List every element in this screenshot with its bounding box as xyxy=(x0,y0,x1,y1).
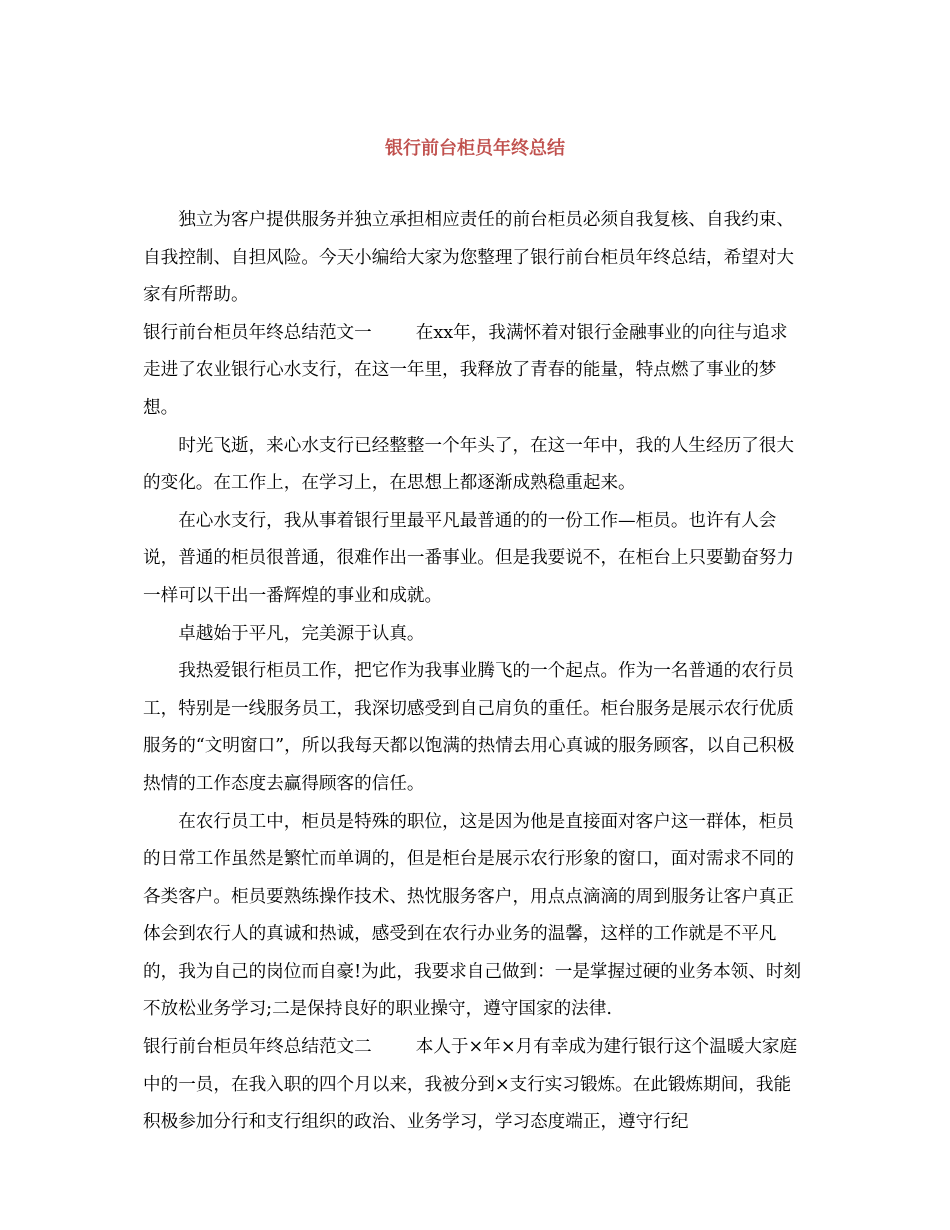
paragraph-intro: 独立为客户提供服务并独立承担相应责任的前台柜员必须自我复核、自我约束、自我控制、自担风险。今天小编给大家为您整理了银行前台柜员年终总结，希望对大家有所帮助。 xyxy=(143,210,794,306)
paragraph-excellence: 卓越始于平凡，完美源于认真。 xyxy=(178,623,425,644)
paragraph-sample-two-text: 本人于×年×月有幸成为建行银行这个温暖大家庭中的一员，在我入职的四个月以来，我被分到×支行实习锻炼。在此锻炼期间，我能积极参加分行和支行组织的政治、业务学习，学习态度端正，遵守行纪 xyxy=(143,1037,798,1133)
document-title: 银行前台柜员年终总结 xyxy=(385,138,565,159)
paragraph-sample-one xyxy=(143,315,803,428)
section-heading-two: 银行前台柜员年终总结范文二 xyxy=(143,1037,372,1058)
paragraph-teller-role: 在农行员工中，柜员是特殊的职位，这是因为他是直接面对客户这一群体，柜员的日常工作虽然是繁忙而单调的，但是柜台是展示农行形象的窗口，面对需求不同的各类客户。柜员要熟练操作技术、热忱服务客户，用点点滴滴的周到服务让客户真正体会到农行人的真诚和热诚，感受到在农行办业务的温馨，这样的工作就是不平凡的，我为自己的岗位而自豪!为此，我要求自己做到：一是掌握过硬的业务本领、时刻不放松业务学习;二是保持良好的职业操守，遵守国家的法律. xyxy=(143,811,802,1020)
paragraph-sample-one-text: 在xx年，我满怀着对银行金融事业的向往与追求走进了农业银行心水支行，在这一年里，我释放了青春的能量，特点燃了事业的梦想。 xyxy=(143,322,788,418)
section-heading-one: 银行前台柜员年终总结范文一 xyxy=(143,322,372,343)
paragraph-teller-work: 在心水支行，我从事着银行里最平凡最普通的的一份工作—柜员。也许有人会说，普通的柜员很普通，很难作出一番事业。但是我要说不，在柜台上只要勤奋努力一样可以干出一番辉煌的事业和成就。 xyxy=(143,510,794,606)
document-body xyxy=(143,202,803,1142)
paragraph-time-flies: 时光飞逝，来心水支行已经整整一个年头了，在这一年中，我的人生经历了很大的变化。在工作上，在学习上，在思想上都逐渐成熟稳重起来。 xyxy=(143,435,794,494)
paragraph-love-work: 我热爱银行柜员工作，把它作为我事业腾飞的一个起点。作为一名普通的农行员工，特别是一线服务员工，我深切感受到自己肩负的重任。柜台服务是展示农行优质服务的“文明窗口”，所以我每天都以饱满的热情去用心真诚的服务顾客，以自己积极热情的工作态度去赢得顾客的信任。 xyxy=(143,661,795,794)
paragraph-sample-two xyxy=(143,1029,803,1142)
